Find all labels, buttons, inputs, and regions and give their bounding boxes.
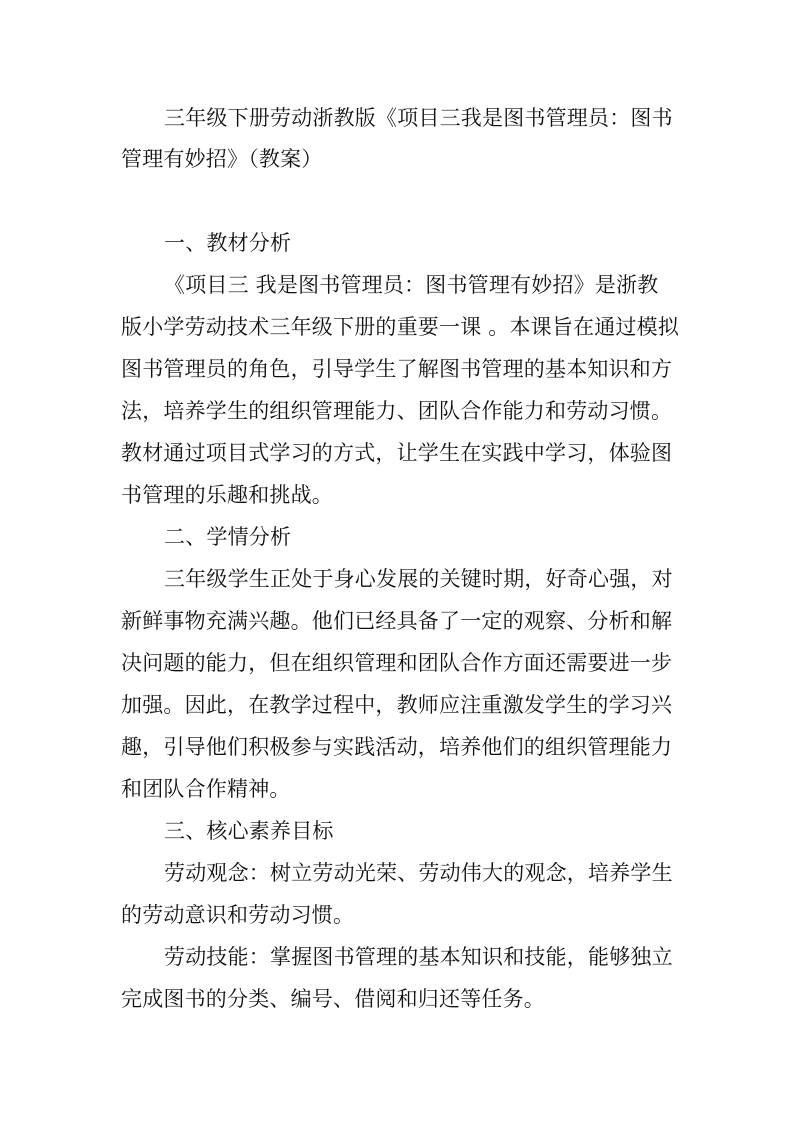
section-heading-core-literacy-goals: 三、核心素养目标 bbox=[164, 819, 334, 843]
paragraph-line: 和团队合作精神。 bbox=[121, 777, 291, 801]
paragraph-line: 图书管理员的角色，引导学生了解图书管理的基本知识和方 bbox=[121, 357, 673, 381]
paragraph-line: 法，培养学生的组织管理能力、团队合作能力和劳动习惯。 bbox=[121, 399, 673, 423]
paragraph-line: 决问题的能力，但在组织管理和团队合作方面还需要进一步 bbox=[121, 651, 673, 675]
goal-item-line: 完成图书的分类、编号、借阅和归还等任务。 bbox=[121, 987, 545, 1011]
paragraph-line: 新鲜事物充满兴趣。他们已经具备了一定的观察、分析和解 bbox=[121, 609, 673, 633]
section-heading-learner-analysis: 二、学情分析 bbox=[164, 525, 292, 549]
paragraph-line: 《项目三 我是图书管理员：图书管理有妙招》是浙教 bbox=[164, 273, 659, 297]
paragraph-line: 教材通过项目式学习的方式，让学生在实践中学习，体验图 bbox=[121, 441, 673, 465]
paragraph-line: 趣，引导他们积极参与实践活动，培养他们的组织管理能力 bbox=[121, 735, 673, 759]
goal-item-line: 劳动观念：树立劳动光荣、劳动伟大的观念，培养学生 bbox=[164, 861, 673, 885]
section-heading-textbook-analysis: 一、教材分析 bbox=[164, 231, 292, 255]
paragraph-line: 版小学劳动技术三年级下册的重要一课 。本课旨在通过模拟 bbox=[121, 315, 680, 339]
goal-item-line: 的劳动意识和劳动习惯。 bbox=[121, 903, 355, 927]
paragraph-line: 三年级学生正处于身心发展的关键时期，好奇心强，对 bbox=[164, 567, 673, 591]
goal-item-line: 劳动技能：掌握图书管理的基本知识和技能，能够独立 bbox=[164, 945, 673, 969]
document-title-line-1: 三年级下册劳动浙教版《项目三我是图书管理员：图书 bbox=[164, 106, 673, 130]
document-title-line-2: 管理有妙招》（教案） bbox=[121, 147, 323, 171]
paragraph-line: 书管理的乐趣和挑战。 bbox=[121, 483, 333, 507]
paragraph-line: 加强。因此，在教学过程中，教师应注重激发学生的学习兴 bbox=[121, 693, 673, 717]
